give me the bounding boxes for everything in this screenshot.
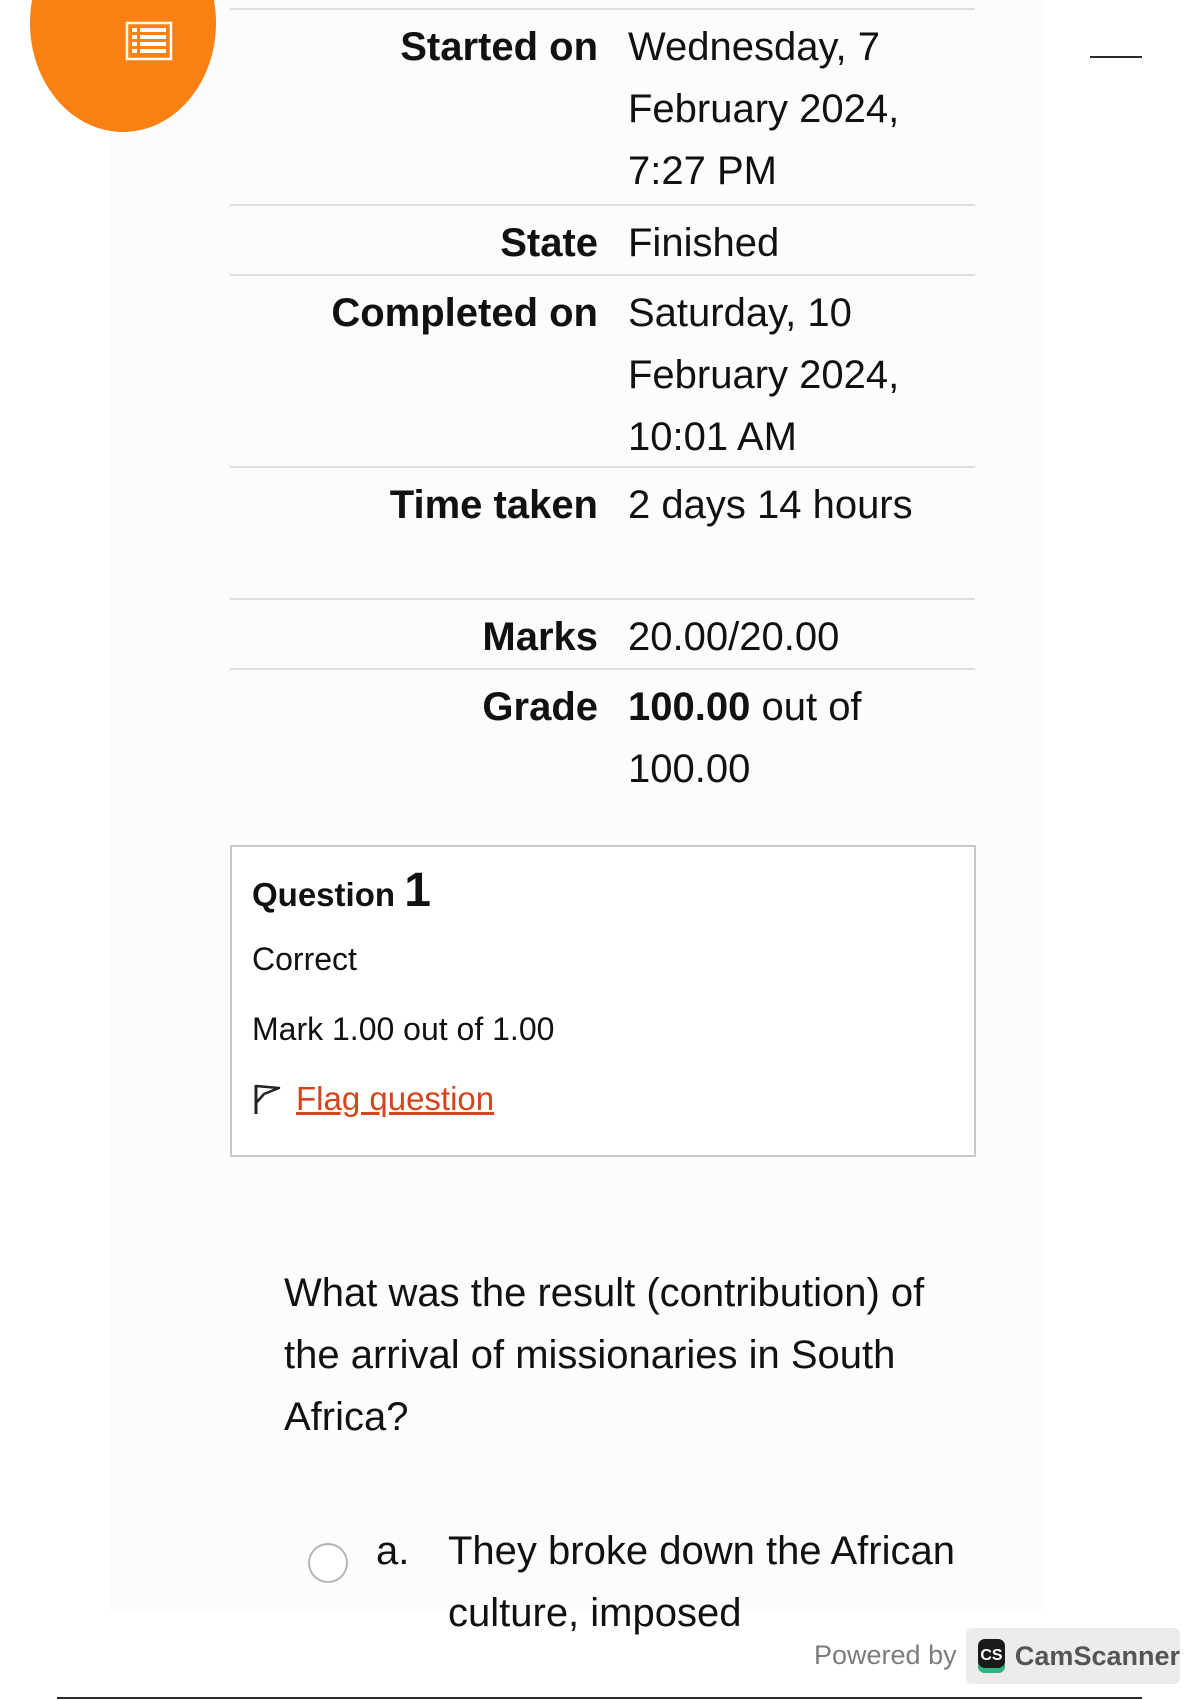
grade-value [618,670,975,806]
camscanner-logo-icon: CS [978,1639,1005,1673]
answer-letter: a. [376,1529,410,1573]
summary-row-completed-on [230,276,975,468]
question-heading [252,864,954,917]
summary-label: Time taken [389,483,598,527]
summary-value: Finished [628,221,780,265]
flag-question-toggle[interactable] [252,1079,954,1119]
answer-list [300,1520,980,1635]
top-right-rule [1090,56,1142,58]
flag-outline-icon [252,1082,282,1116]
summary-value: Saturday, 10 February 2024, 10:01 AM [628,291,900,459]
radio-unchecked-icon[interactable] [308,1543,348,1583]
summary-value: Wednesday, 7 February 2024, 7:27 PM [628,25,900,193]
flag-question-link[interactable]: Flag question [296,1080,495,1117]
question-info-box [230,845,976,1157]
summary-value: 20.00/20.00 [628,615,840,659]
question-mark: Mark 1.00 out of 1.00 [252,1011,555,1047]
summary-row-state [230,206,975,276]
summary-row-marks [230,600,975,670]
summary-row-time-taken [230,468,975,600]
summary-label: Completed on [331,291,598,335]
powered-by-text: Powered by [814,1640,957,1670]
bottom-rule [57,1697,1142,1699]
grade-score: 100.00 [628,685,751,729]
question-heading-label: Question [252,876,396,913]
summary-row-started-on [230,10,975,206]
summary-label: Grade [482,685,598,729]
question-state: Correct [252,941,357,977]
camscanner-name: CamScanner [1014,1640,1180,1671]
grade-out-of: out of 100.00 [628,685,862,791]
quiz-review-summary-table [230,8,975,806]
answer-option[interactable] [300,1520,980,1644]
summary-label: State [500,221,598,265]
summary-value: 2 days 14 hours [628,483,913,527]
question-text: What was the result (contribution) of the arrival of missionaries in South Africa? [284,1271,925,1439]
camscanner-badge [966,1628,1180,1684]
answer-text: They broke down the African culture, imposed [448,1529,955,1635]
summary-label: Marks [482,615,598,659]
summary-row-grade [230,670,975,806]
list-icon [126,22,172,60]
question-number: 1 [404,864,431,917]
summary-label: Started on [400,25,598,69]
